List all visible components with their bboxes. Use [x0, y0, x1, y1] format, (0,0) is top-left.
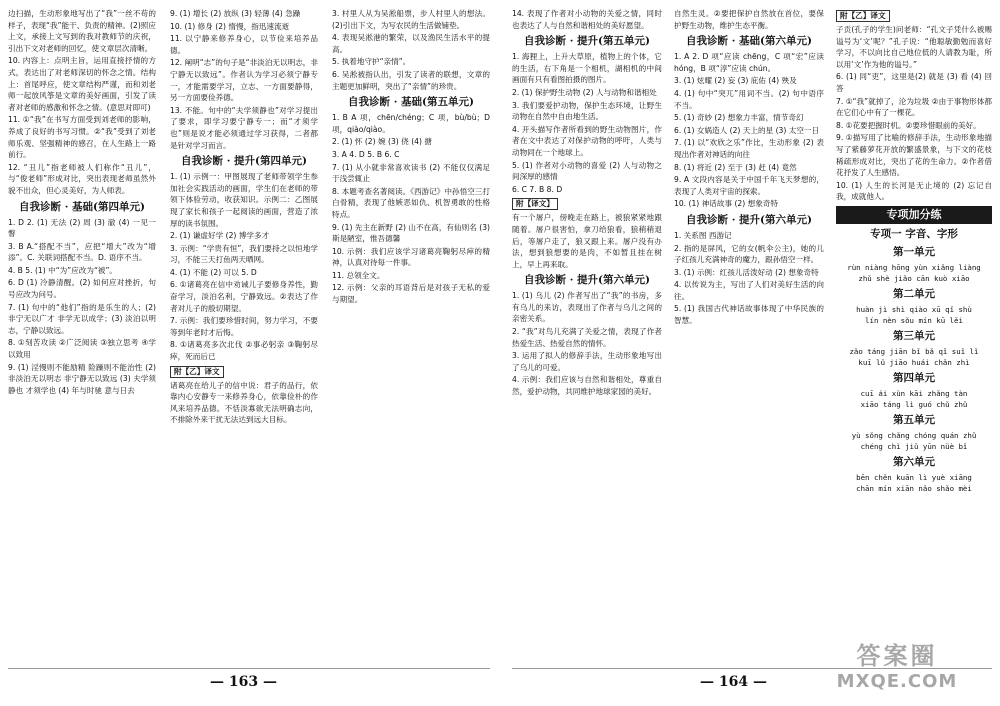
- answer-item: 子贡(孔子的学生)问老师：“孔文子凭什么被赐谥号为‘文’呢？”孔子说：“他聪敏勤勉而喜好学习，不以向比自己地位低的人请教为耻，所以用‘文’作为他的谥号。”: [836, 25, 992, 69]
- answer-item: 12. “丑儿”指老师被人们称作“丑儿”，与“俊老师”形成对比，突出表现老师虽然外貌不出众，但心灵美好，为人师表。: [8, 162, 156, 195]
- answer-item: 1. (1) 示例一：甲图展现了老师带领学生参加社会实践活动的画面，学生们在老师的带领下体验劳动，收获知识。示例二：乙图展现了家长和孩子一起阅读的画面，营造了浓厚的读书氛围。: [170, 172, 318, 228]
- answer-item: 3. 示例：“学贵有恒”，我们要持之以恒地学习，不能三天打鱼两天晒网。: [170, 243, 318, 265]
- answer-item: 13. 不能。句中的“夫学须静也”对学习提出了要求，即学习要宁静专一；而“才须学也”则是说才能必须通过学习获得，二者都是针对学习而言。: [170, 105, 318, 150]
- answer-item: 12. 示例：父亲的耳语背后是对孩子无私的爱与期望。: [332, 283, 490, 305]
- answer-item: 11. 总领全文。: [332, 270, 385, 280]
- answer-item: 3. 我们要爱护动物，保护生态环境，让野生动物在自然中自由地生活。: [512, 100, 662, 122]
- section-heading: 自我诊断 · 提升(第四单元): [181, 155, 307, 168]
- section-heading: 自我诊断 · 基础(第四单元): [19, 200, 145, 213]
- pinyin-row: yù sǒng chǎng chóng quán zhǔ: [851, 430, 977, 440]
- pinyin-row: chān mín xiān nǎo shǎo mèi: [856, 483, 972, 493]
- right-page-number: — 164 —: [700, 674, 767, 690]
- pinyin-row: lín nèn sǒu mín kū lěi: [865, 315, 963, 325]
- section-heading: 第二单元: [893, 287, 935, 300]
- special-practice-banner: 专项加分练: [836, 206, 992, 224]
- left-page-number: — 163 —: [210, 674, 277, 690]
- answer-item: 3. 村里人从为吴淞船票，步人村里人的想法。(2)引出下文，为写农民的生活做铺垫。: [332, 9, 490, 30]
- answer-item: 6. C 7. B 8. D: [512, 184, 563, 194]
- answer-item: 8. ①诸葛亮多次北伐 ②事必躬亲 ③鞠躬尽瘁，死而后已: [170, 340, 318, 362]
- answer-item: 4. (1) 句中“突兀”用词不当。(2) 句中语序不当。: [674, 88, 824, 110]
- answer-item: 4. 表现吴淞港的繁荣，以及渔民生活水平的提高。: [332, 33, 490, 54]
- answer-item: 11. 以宁静来修养身心，以节俭来培养品德。: [170, 34, 318, 55]
- section-heading: 专项一 字音、字形: [870, 227, 958, 240]
- answer-item: 7. ①“我”就掉了，沦为垃圾 ②由于事物形体都在它们心中有了一棵花。: [836, 96, 992, 118]
- answer-item: 4. 示例：我们应该与自然和谐相处，尊重自然，爱护动物，共同维护地球家园的美好。: [512, 375, 662, 397]
- answer-item: 6. (1) 女娲造人 (2) 天上的星 (3) 太空一日: [674, 125, 820, 135]
- answer-item: 3. B A.“搭配不当”，应把“增大”改为“增添”。C. 关联词搭配不当。D. 语序不当。: [8, 241, 156, 263]
- answer-item: 3. (1) 炫耀 (2) 妄 (3) 庇佑 (4) 殃及: [674, 76, 797, 86]
- answer-item: 诸葛亮在给儿子的信中说：君子的品行，依靠内心安静专一来修养身心，依靠俭朴的作风来培养品德。不恬淡寡欲无法明确志向，不排除外来干扰无法达到远大目标。: [170, 380, 318, 425]
- answer-item: 1. B A 项，chēn/chéng；C 项，bù/bù；D 项，qiào/qiào。: [332, 113, 490, 134]
- answer-column-6: [836, 8, 992, 660]
- section-heading: 自我诊断 · 基础(第五单元): [348, 96, 474, 109]
- section-heading: 第三单元: [893, 329, 935, 342]
- section-heading: 自我诊断 · 提升(第六单元): [524, 274, 650, 287]
- watermark-text-cn: 答案圈: [856, 642, 938, 670]
- answer-column-5: [674, 8, 824, 660]
- answer-item: 14. 表现了作者对小动物的关爱之情，同时也表达了人与自然和谐相处的美好愿望。: [512, 9, 662, 30]
- section-heading: 第一单元: [893, 245, 935, 258]
- answer-item: 5. 执着地守护“亲情”。: [332, 57, 411, 67]
- section-heading: 自我诊断 · 基础(第六单元): [686, 35, 812, 48]
- translation-tag: 附【译文】: [512, 198, 558, 210]
- answer-item: 10. 内容上：点明主旨，运用直接抒情的方式，表达出了对老师深切的怀念之情。结构上：首尾呼应，使文章结构严谨，而和刘老师一起放风筝是文章的美好画面，引发了读者对老师的感激和怀念之情。(意思对即可): [8, 56, 156, 112]
- translation-tag: 附【乙】译文: [836, 10, 890, 22]
- answer-item: 9. ①描写用了比喻的修辞手法，生动形象地描写了紫藤萝花开放的繁盛景象，与下文的花枝稀疏形成对比，突出了花的生命力。②作者借花抒发了人生感悟。: [836, 133, 992, 178]
- answer-item: 有一个屠户，傍晚走在路上，被狼紧紧地跟随着。屠户很害怕，拿刀给狼看，狼稍稍退后，等屠户走了，狼又跟上来。屠户没有办法，想到狼想要的是肉，不如暂且挂在树上，早上再来取。: [512, 213, 662, 269]
- section-heading: 自我诊断 · 提升(第五单元): [524, 35, 650, 48]
- pinyin-row: rùn niàng hōng yùn xiǎng liàng: [847, 262, 981, 272]
- answer-item: 1. D 2. (1) 无法 (2) 周 (3) 澈 (4) 一见一瞥: [8, 217, 156, 239]
- answer-item: 7. (1) 从小就非常喜欢读书 (2) 不能仅仅满足于浅尝辄止: [332, 162, 490, 184]
- section-heading: 第五单元: [893, 413, 935, 426]
- answer-item: 2. (1) 谦虚好学 (2) 博学多才: [170, 231, 270, 241]
- pinyin-row: xiāo táng lì guó chǔ zhǔ: [860, 399, 968, 409]
- answer-item: 2. (1) 怀 (2) 婉 (3) 侥 (4) 搪: [332, 137, 432, 147]
- answer-item: 1. (1) 乌儿 (2) 作者写出了“我”的书房，多有乌儿的来访，表现出了作者与乌儿之间的亲密关系。: [512, 291, 662, 324]
- answer-item: 1. 海狸上，上升大草原，植物上的个体，它的生活，右下角是一个相机，湖相机的中间画面有只有看图拍摄的图片。: [512, 52, 662, 85]
- answer-item: 10. 示例：我们应该学习诸葛亮鞠躬尽瘁的精神，认真对待每一件事。: [332, 246, 490, 268]
- answer-item: 5. (1) 作者对小动物的喜爱 (2) 人与动物之间深厚的感情: [512, 160, 662, 182]
- answer-item: 2. “我”对鸟儿充满了关爱之情，表现了作者热爱生活、热爱自然的情怀。: [512, 327, 662, 348]
- answer-item: 9. (1) 先主在新野 (2) 山不在高，有仙则名 (3) 斯是陋室，惟吾德馨: [332, 222, 490, 244]
- section-heading: 第四单元: [893, 371, 935, 384]
- left-footer-rule: [8, 668, 490, 669]
- answer-item: 4. (1) 不能 (2) 可以 5. D: [170, 267, 257, 277]
- answer-item: 9. A 文段内容是关于中国千年飞天梦想的，表现了人类对宇宙的探索。: [674, 175, 824, 196]
- answer-item: 2. (1) 保护野生动物 (2) 人与动物和谐相处: [512, 87, 657, 97]
- answer-item: 10. (1) 神话故事 (2) 想象奇特: [674, 199, 778, 209]
- watermark-text-url: MXQE.COM: [836, 671, 958, 692]
- answer-item: 11. ①“我”在书写方面受到刘老师的影响，养成了良好的书写习惯。②“我”受到了刘老师乐观、坚强精神的感召，在人生路上一路前行。: [8, 115, 156, 160]
- pinyin-row: bēn chěn kuān lì yuè xiāng: [856, 472, 972, 482]
- answer-item: 8. ①花要把握时机。②要珍惜眼前的美好。: [836, 120, 981, 130]
- answer-item: 5. (1) 奇妙 (2) 想象力丰富，情节奇幻: [674, 113, 804, 123]
- answer-item: 1. 关系图 西游记: [674, 230, 732, 240]
- answer-column-4: [512, 8, 662, 660]
- pinyin-row: kuī lǔ jiāo huái chǎn zhì: [858, 357, 970, 367]
- pinyin-row: cuī ái xùn kāi zhǎng tàn: [860, 388, 968, 398]
- section-heading: 自我诊断 · 提升(第六单元): [686, 213, 812, 226]
- answer-item: 7. (1) 以“欢欣之乐”作比，生动形象 (2) 表现出作者对神话的向往: [674, 138, 824, 159]
- answer-item: 9. (1) 增长 (2) 放纵 (3) 轻薄 (4) 急躁: [170, 9, 301, 18]
- answer-item: 1. A 2. D 项“应读 chēng，C 项“宏”应读 hóng，B 项“淳”应读 chún。: [674, 52, 824, 73]
- answer-column-1: [8, 8, 156, 660]
- answer-item: 3. A 4. D 5. B 6. C: [332, 149, 400, 159]
- answer-item: 4. 开头描写作者所看到的野生动物图片，作者在文中表达了对保护动物的呼吁，人类与动物同在一个地球上。: [512, 124, 662, 157]
- pinyin-row: huàn jì shì qiào xū qǐ shù: [856, 304, 972, 314]
- answer-item: 10. (1) 修身 (2) 惰慢，指迅速流逝: [170, 21, 290, 31]
- answer-item: 12. 阐明“志”的句子是“非淡泊无以明志，非宁静无以致远”。作者认为学习必须宁静专一，才能需要学习，立志、一方面要静得，另一方面要俭养德。: [170, 58, 318, 103]
- answer-item: 8. ①刻苦攻读 ②广泛阅读 ③独立思考 ④学以致用: [8, 338, 156, 360]
- answer-item: 3. 运用了拟人的修辞手法，生动形象地写出了乌儿的可爱。: [512, 351, 662, 372]
- answer-item: 10. (1) 人生的长河是无止境的 (2) 忘记自我，成就他人。: [836, 180, 992, 202]
- answer-item: 7. 示例：我们要珍惜时间，努力学习，不要等到年老时才后悔。: [170, 316, 318, 337]
- answer-item: 7. (1) 句中的“他们”指的是乐生的人；(2) 非宁无以广才 非学无以成学；(3) 淡泊以明志，宁静以致远。: [8, 302, 156, 335]
- answer-column-3: [332, 8, 490, 660]
- answer-item: 4. 以传说为主，写出了人们对美好生活的向往。: [674, 280, 824, 301]
- answer-item: 6. ①诸葛亮在信中劝诫儿子要修身养性，勤奋学习，淡泊名利，宁静致远。②表达了作者对儿子的殷切期望。: [170, 280, 318, 313]
- answer-item: 8. 本题考查名著阅读。《西游记》中孙悟空三打白骨精，表现了他嫉恶如仇、机智勇敢的性格特点。: [332, 186, 490, 219]
- answer-item: 6. 吴淞被指认出，引发了读者的联想，文章的主题更加鲜明，突出了“亲情”的珍贵。: [332, 69, 490, 91]
- answer-column-2: [170, 8, 318, 660]
- answer-item: 6. D (1) 冷静清醒。(2) 如何应对挫折，句号应改为问号。: [8, 278, 156, 300]
- answer-item: 8. (1) 将近 (2) 至于 (3) 赶 (4) 竟然: [674, 162, 797, 172]
- answer-item: 自然生灵。②要把保护自然放在首位，要保护野生动物，维护生态平衡。: [674, 9, 824, 30]
- answer-item: 边扫描，生动形象地写出了“我”一丝不苟的样子，表现“我”能干、负责的精神。(2)照应上文，承接上文写到的我对教师节的庆祝，引出下文对老师的回忆，使文章层次清晰。: [8, 9, 156, 53]
- pinyin-row: zhǔ shè jiǎo cān kuò xiāo: [858, 273, 970, 283]
- pinyin-row: zǎo táng jiān bǐ bǎ qǐ suǐ lǐ: [849, 346, 979, 356]
- site-watermark-logo: [802, 636, 992, 700]
- answer-item: 6. (1) 同“吏”，这里是(2) 就是 (3) 看 (4) 回答: [836, 72, 992, 93]
- translation-tag: 附【乙】译文: [170, 366, 224, 378]
- pinyin-row: chéng chì jiǔ yūn nüè bǐ: [860, 441, 968, 451]
- answer-item: 9. (1) 淫慢则不能励精 险躁则不能治性 (2) 非淡泊无以明志 非宁静无以致远 (3) 夫学须静也 才须学也 (4) 年与时驰 意与日去: [8, 362, 156, 395]
- answer-item: 4. B 5. (1) 中“为”应改为“被”。: [8, 265, 118, 275]
- answer-item: 2. 指的是屏风，它的女(帆伞公主)，她的儿子红孩儿充满神奇的魔力，跟孙悟空一样。: [674, 243, 824, 265]
- answer-item: 3. (1) 示例：红孩儿活泼好动 (2) 想象奇特: [674, 267, 819, 277]
- answer-item: 5. (1) 我国古代神话故事体现了中华民族的智慧。: [674, 304, 824, 326]
- section-heading: 第六单元: [893, 455, 935, 468]
